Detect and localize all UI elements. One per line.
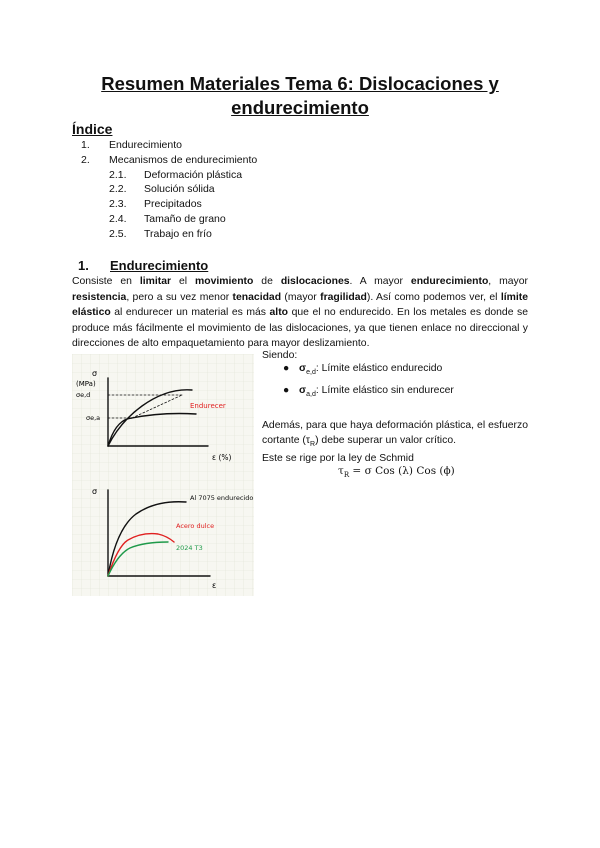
curve-label-al7075: Al 7075 endurecido	[190, 494, 254, 502]
top-y-label: σ	[92, 369, 98, 378]
toc-item-number: 2.	[81, 153, 90, 166]
schmid-text: Este se rige por la ley de Schmid	[262, 453, 414, 464]
endurecer-annotation: Endurecer	[190, 402, 226, 410]
section-title: Endurecimiento	[110, 258, 209, 273]
top-y2-label: σe,a	[86, 414, 101, 422]
bullet-dot: ●	[283, 385, 290, 396]
page-title: Resumen Materiales Tema 6: Dislocaciones y endurecimiento	[101, 73, 499, 118]
section-paragraph: Consiste en limitar el movimiento de dislocaciones. A mayor endurecimiento, mayor resistencia, pero a su vez menor tenacidad (mayor fragilidad). Así como podemos ver, el límite elástico al endurecer un material es más alto que el no endurecido. En los metales es donde se produce más fácilmente el movimiento de las dislocaciones, ya que tienen enlace no direccional y direcciones de alto empaquetamiento para mayor deslizamiento.	[72, 276, 528, 350]
bullet-dot: ●	[283, 363, 290, 374]
siendo-text: Siendo:	[262, 350, 298, 361]
top-x-label: ε (%)	[212, 453, 232, 462]
toc-item-label: Precipitados	[144, 198, 202, 211]
schmid-formula: $\tau_R = \sigma$ Cos (λ) Cos (ϕ)	[338, 465, 455, 480]
curve-label-2024: 2024 T3	[176, 544, 203, 552]
toc-item-label: Trabajo en frío	[144, 227, 212, 240]
section-heading	[72, 258, 208, 273]
section-number: 1.	[78, 258, 89, 273]
bottom-x-label: ε	[212, 581, 217, 590]
toc-item-number: 2.2.	[109, 183, 127, 196]
toc-item-label: Mecanismos de endurecimiento	[109, 153, 258, 166]
toc-item-label: Deformación plástica	[144, 168, 243, 181]
bottom-y-label: σ	[92, 487, 98, 496]
toc-item-label: Solución sólida	[144, 183, 215, 196]
toc-item-number: 2.3.	[109, 198, 127, 211]
index-heading: Índice	[72, 121, 113, 137]
toc-item-number: 2.4.	[109, 212, 127, 225]
toc-item-number: 2.1.	[109, 168, 127, 181]
stress-strain-figure	[72, 354, 254, 596]
toc-item-label: Tamaño de grano	[144, 212, 226, 225]
toc-item-number: 1.	[81, 139, 90, 151]
toc-item-label: Endurecimiento	[109, 139, 182, 151]
top-y-unit: (MPa)	[76, 380, 96, 388]
ademas-text: Además, para que haya deformación plástica, el esfuerzo cortante $(\tau_R)$ debe superar un valor crítico.	[262, 420, 528, 449]
curve-label-acero: Acero dulce	[176, 522, 215, 530]
top-y1-label: σe,d	[76, 391, 91, 399]
toc-item-number: 2.5.	[109, 227, 127, 240]
